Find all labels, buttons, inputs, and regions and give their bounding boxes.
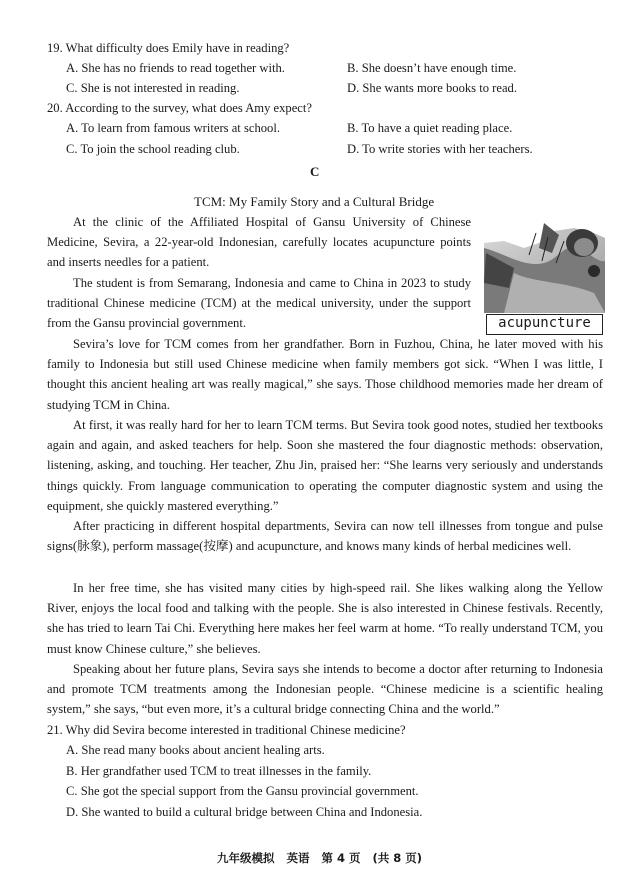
page-footer: 九年级模拟 英语 第 4 页 (共 8 页) xyxy=(216,851,423,865)
question-20-option-d: D. To write stories with her teachers. xyxy=(347,142,533,156)
question-20-option-a: A. To learn from famous writers at school. xyxy=(66,121,280,135)
question-19-stem: 19. What difficulty does Emily have in reading? xyxy=(47,41,290,55)
passage-title: TCM: My Family Story and a Cultural Bridge xyxy=(194,194,435,209)
question-19-option-b: B. She doesn’t have enough time. xyxy=(347,61,517,75)
question-19-option-c: C. She is not interested in reading. xyxy=(66,81,240,95)
figure-caption: acupuncture xyxy=(486,314,603,335)
acupuncture-photo xyxy=(484,213,605,313)
question-20-stem: 20. According to the survey, what does Amy expect? xyxy=(47,101,312,115)
passage-paragraph-3: Sevira’s love for TCM comes from her grandfather. Born in Fuzhou, China, he later moved with his family to Indonesia but still used Chinese medicine when family members got sick. “When I was little, I thought this ancient healing art was really magical,” she says. Those childhood memories made her dream of studying TCM in China. xyxy=(47,337,603,412)
question-21-option-c: C. She got the special support from the Gansu provincial government. xyxy=(66,784,419,798)
acupuncture-figure xyxy=(484,213,605,333)
section-letter: C xyxy=(310,164,320,179)
passage-paragraph-6: In her free time, she has visited many cities by high-speed rail. She likes walking along the Yellow River, enjoys the local food and talking with the people. She is also interested in Chinese festivals. Recently, she has tried to learn Tai Chi. Everything here makes her feel warm at home. “To really understand TCM, you must know Chinese culture,” she believes. xyxy=(47,581,603,656)
question-21-option-d: D. She wanted to build a cultural bridge between China and Indonesia. xyxy=(66,805,423,819)
question-21-stem: 21. Why did Sevira become interested in traditional Chinese medicine? xyxy=(47,723,406,737)
question-21-option-a: A. She read many books about ancient healing arts. xyxy=(66,743,325,757)
passage-paragraph-7: Speaking about her future plans, Sevira says she intends to become a doctor after returning to Indonesia and promote TCM treatments among the Indonesian people. “Chinese medicine is a scientific healing system,” she says, “but even more, it’s a cultural bridge connecting China and the world.” xyxy=(47,662,603,717)
question-20-option-c: C. To join the school reading club. xyxy=(66,142,240,156)
question-19-option-d: D. She wants more books to read. xyxy=(347,81,517,95)
question-21-option-b: B. Her grandfather used TCM to treat illnesses in the family. xyxy=(66,764,372,778)
passage-paragraph-5: After practicing in different hospital departments, Sevira can now tell illnesses from tongue and pulse signs(脉象), perform massage(按摩) and acupuncture, and knows many kinds of herbal medicines well. xyxy=(47,519,603,554)
passage-paragraph-2: The student is from Semarang, Indonesia and came to China in 2023 to study traditional Chinese medicine (TCM) at the medical university, under the support from the Gansu provincial government. xyxy=(47,276,471,331)
passage-paragraph-1: At the clinic of the Affiliated Hospital of Gansu University of Chinese Medicine, Sevira, a 22-year-old Indonesian, carefully locates acupuncture points and inserts needles for a patient. xyxy=(47,215,471,270)
question-20-option-b: B. To have a quiet reading place. xyxy=(347,121,513,135)
passage-paragraph-4: At first, it was really hard for her to learn TCM terms. But Sevira took good notes, studied her textbooks again and again, and asked teachers for help. Soon she mastered the four diagnostic methods: observation, listening, asking, and touching. Her teacher, Zhu Jin, praised her: “She learns very seriously and understands things quickly. From language communication to operating the computer diagnostic system and using the equipment, she quickly mastered everything.” xyxy=(47,418,603,513)
question-19-option-a: A. She has no friends to read together with. xyxy=(66,61,285,75)
